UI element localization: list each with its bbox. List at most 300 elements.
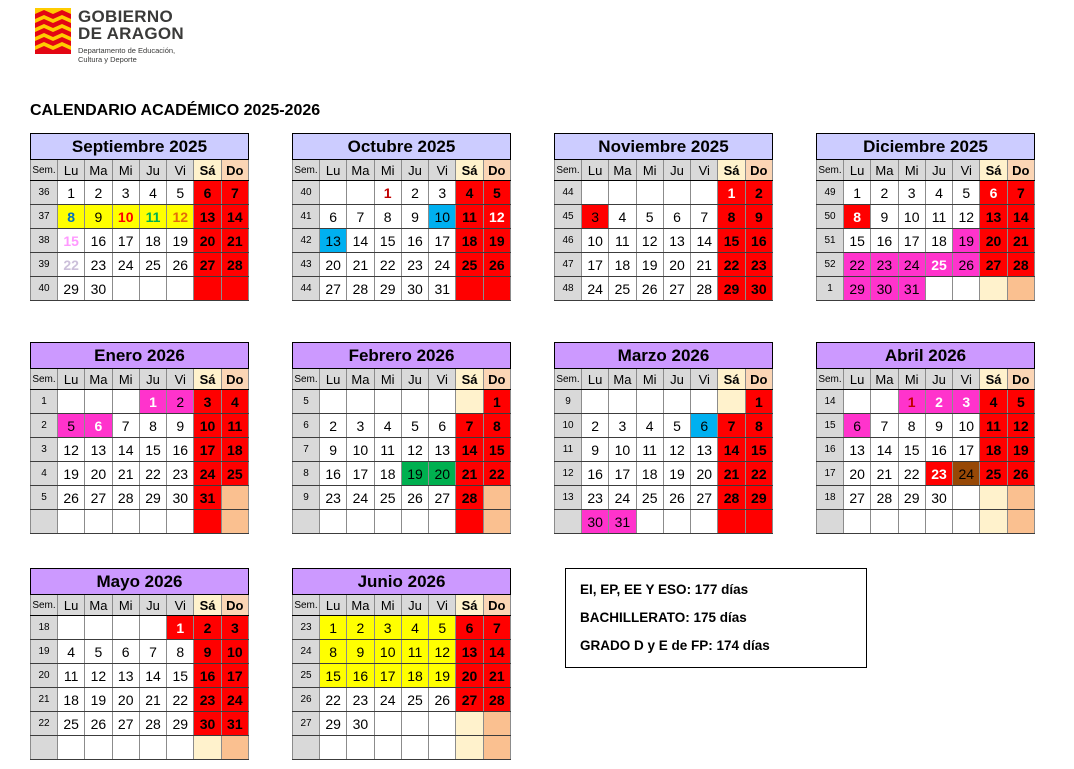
calendar-row-2 [30,342,1035,534]
day-column-header: Ma [871,160,898,181]
day-cell-empty [691,181,718,205]
day-cell-empty [221,277,248,301]
day-cell: 30 [85,277,112,301]
week-column-header: Sem. [817,369,844,390]
legend-line-eso: EI, EP, EE Y ESO: 177 días [580,582,749,597]
day-cell: 22 [167,688,194,712]
day-cell: 2 [745,181,772,205]
day-cell-empty [112,277,139,301]
day-cell: 3 [374,616,401,640]
day-cell: 19 [483,229,510,253]
legend-line-bachillerato: BACHILLERATO: 175 días [580,610,747,625]
month-calendar-diciembre-2025 [816,133,1035,301]
week-number: 5 [31,486,58,510]
day-cell: 27 [112,712,139,736]
day-cell-empty [718,510,745,534]
day-cell: 28 [483,688,510,712]
day-cell: 13 [691,438,718,462]
day-cell: 10 [429,205,456,229]
day-column-header: Ju [925,160,952,181]
month-calendar-febrero-2026 [292,342,511,534]
day-cell: 31 [609,510,636,534]
day-cell: 22 [139,462,166,486]
day-cell: 15 [483,438,510,462]
day-cell: 14 [139,664,166,688]
day-cell-empty [429,390,456,414]
week-number: 10 [555,414,582,438]
day-cell-empty [718,390,745,414]
day-cell: 20 [85,462,112,486]
day-cell: 1 [844,181,871,205]
day-cell-empty [980,510,1007,534]
day-cell-empty [167,510,194,534]
day-cell: 8 [139,414,166,438]
school-days-legend-box [565,568,867,668]
day-cell: 3 [429,181,456,205]
week-number: 9 [555,390,582,414]
day-cell: 21 [1007,229,1034,253]
day-cell: 21 [347,253,374,277]
day-cell-empty [1007,510,1034,534]
day-cell-empty [925,510,952,534]
week-number: 9 [293,486,320,510]
day-cell: 5 [663,414,690,438]
week-number: 6 [293,414,320,438]
day-cell: 29 [58,277,85,301]
day-column-header: Ju [139,595,166,616]
day-cell: 16 [582,462,609,486]
day-cell-empty [347,510,374,534]
day-cell: 21 [139,688,166,712]
month-calendar-noviembre-2025 [554,133,773,301]
day-cell-empty [85,616,112,640]
day-column-header: Vi [167,595,194,616]
day-column-header: Vi [429,369,456,390]
day-cell: 29 [718,277,745,301]
day-cell-empty [194,277,221,301]
day-cell: 26 [1007,462,1034,486]
day-cell: 6 [844,414,871,438]
day-column-header: Ju [401,160,428,181]
day-cell: 1 [139,390,166,414]
day-cell: 24 [429,253,456,277]
day-column-header: Ju [925,369,952,390]
day-cell: 29 [139,486,166,510]
day-cell: 3 [609,414,636,438]
month-title: Febrero 2026 [293,343,511,369]
day-column-header: Ma [347,160,374,181]
day-cell-empty [374,510,401,534]
day-column-header: Ma [609,369,636,390]
day-cell: 17 [194,438,221,462]
week-column-header: Sem. [555,369,582,390]
day-cell: 20 [691,462,718,486]
day-cell-empty [401,712,428,736]
day-cell: 6 [980,181,1007,205]
day-cell: 24 [374,688,401,712]
day-column-header: Do [745,369,772,390]
week-column-header: Sem. [31,595,58,616]
day-column-header: Lu [320,595,347,616]
day-cell: 8 [483,414,510,438]
day-cell: 16 [85,229,112,253]
day-cell: 21 [221,229,248,253]
week-number: 17 [817,462,844,486]
day-cell-empty [112,736,139,760]
calendar-row-1 [30,133,1035,301]
day-column-header: Mi [112,595,139,616]
day-cell: 13 [429,438,456,462]
day-cell: 1 [320,616,347,640]
day-cell: 5 [1007,390,1034,414]
day-cell-empty [347,390,374,414]
day-cell: 22 [898,462,925,486]
day-cell: 24 [112,253,139,277]
day-cell: 5 [167,181,194,205]
week-number [293,736,320,760]
day-cell: 3 [953,390,980,414]
day-cell: 28 [139,712,166,736]
day-cell-empty [483,486,510,510]
week-number: 8 [293,462,320,486]
day-cell: 7 [221,181,248,205]
day-cell: 17 [898,229,925,253]
week-number: 12 [555,462,582,486]
day-cell: 19 [167,229,194,253]
month-calendar-junio-2026 [292,568,511,760]
day-cell: 24 [347,486,374,510]
month-title: Octubre 2025 [293,134,511,160]
logo-title-line1: GOBIERNO [78,7,173,26]
day-cell: 8 [718,205,745,229]
day-cell: 25 [636,486,663,510]
day-column-header: Ma [85,595,112,616]
day-cell: 25 [139,253,166,277]
day-cell: 16 [401,229,428,253]
day-cell-empty [456,510,483,534]
day-column-header: Sá [456,595,483,616]
day-cell: 15 [745,438,772,462]
day-column-header: Do [745,160,772,181]
day-cell: 16 [347,664,374,688]
day-cell-empty [374,712,401,736]
day-cell: 9 [85,205,112,229]
day-cell: 27 [844,486,871,510]
day-cell: 17 [582,253,609,277]
day-cell: 13 [663,229,690,253]
day-cell: 9 [582,438,609,462]
month-calendar-marzo-2026 [554,342,773,534]
day-column-header: Do [221,595,248,616]
week-column-header: Sem. [817,160,844,181]
day-cell-empty [871,390,898,414]
day-column-header: Lu [844,160,871,181]
day-cell: 23 [582,486,609,510]
day-cell: 26 [663,486,690,510]
day-cell: 30 [745,277,772,301]
day-cell-empty [374,390,401,414]
day-column-header: Sá [194,369,221,390]
day-cell: 4 [139,181,166,205]
month-calendar-abril-2026 [816,342,1035,534]
week-number [817,510,844,534]
week-number: 47 [555,253,582,277]
day-cell-empty [1007,277,1034,301]
day-cell-empty [347,181,374,205]
day-column-header: Vi [691,369,718,390]
day-cell: 2 [401,181,428,205]
day-cell-empty [401,736,428,760]
day-cell: 16 [167,438,194,462]
day-cell: 29 [898,486,925,510]
week-number: 43 [293,253,320,277]
day-column-header: Do [221,160,248,181]
day-cell-empty [844,390,871,414]
day-cell: 9 [320,438,347,462]
day-cell: 16 [925,438,952,462]
week-number: 39 [31,253,58,277]
day-cell: 8 [58,205,85,229]
day-cell: 28 [1007,253,1034,277]
day-cell: 29 [374,277,401,301]
day-cell-empty [221,486,248,510]
day-cell: 19 [663,462,690,486]
day-cell: 20 [320,253,347,277]
week-number: 42 [293,229,320,253]
day-cell: 7 [456,414,483,438]
day-cell-empty [58,390,85,414]
day-cell: 11 [58,664,85,688]
day-cell: 24 [609,486,636,510]
day-cell: 27 [456,688,483,712]
day-cell: 12 [401,438,428,462]
day-column-header: Ju [139,160,166,181]
day-cell-empty [401,510,428,534]
week-number: 11 [555,438,582,462]
day-column-header: Mi [374,595,401,616]
day-column-header: Vi [953,160,980,181]
day-cell: 30 [401,277,428,301]
week-number: 14 [817,390,844,414]
day-cell: 15 [898,438,925,462]
day-cell-empty [844,510,871,534]
day-cell: 10 [582,229,609,253]
day-cell: 27 [85,486,112,510]
day-cell: 4 [221,390,248,414]
day-cell: 21 [483,664,510,688]
day-cell: 10 [194,414,221,438]
day-cell: 19 [85,688,112,712]
day-cell: 25 [374,486,401,510]
day-cell: 26 [636,277,663,301]
day-cell: 5 [636,205,663,229]
day-cell: 9 [401,205,428,229]
day-cell: 15 [718,229,745,253]
day-cell: 14 [1007,205,1034,229]
day-cell: 23 [925,462,952,486]
day-cell: 30 [582,510,609,534]
day-cell-empty [636,181,663,205]
day-cell-empty [483,712,510,736]
day-cell: 29 [167,712,194,736]
day-column-header: Vi [167,160,194,181]
day-cell: 2 [194,616,221,640]
day-cell: 9 [167,414,194,438]
day-column-header: Sá [718,369,745,390]
day-column-header: Mi [898,369,925,390]
day-cell: 28 [871,486,898,510]
day-cell: 2 [582,414,609,438]
day-cell-empty [429,510,456,534]
month-calendar-mayo-2026 [30,568,249,760]
day-column-header: Ma [347,369,374,390]
day-cell: 27 [429,486,456,510]
week-column-header: Sem. [293,595,320,616]
day-cell: 10 [221,640,248,664]
day-cell: 22 [58,253,85,277]
day-cell: 24 [953,462,980,486]
day-cell: 5 [85,640,112,664]
day-cell: 9 [871,205,898,229]
day-cell-empty [663,390,690,414]
day-cell: 27 [691,486,718,510]
day-cell-empty [483,510,510,534]
day-column-header: Ma [85,369,112,390]
day-cell: 12 [85,664,112,688]
day-cell: 16 [320,462,347,486]
day-cell: 12 [58,438,85,462]
day-cell-empty [429,712,456,736]
week-column-header: Sem. [31,160,58,181]
week-column-header: Sem. [293,369,320,390]
day-cell-empty [636,390,663,414]
day-cell: 4 [456,181,483,205]
day-cell: 11 [139,205,166,229]
day-cell: 5 [401,414,428,438]
day-cell: 20 [194,229,221,253]
day-cell: 14 [718,438,745,462]
day-cell: 19 [636,253,663,277]
day-cell: 17 [374,664,401,688]
week-number: 1 [31,390,58,414]
day-cell-empty [953,510,980,534]
day-cell: 8 [167,640,194,664]
day-column-header: Sá [194,595,221,616]
day-column-header: Mi [374,369,401,390]
day-cell: 4 [609,205,636,229]
day-cell: 7 [1007,181,1034,205]
day-cell: 19 [953,229,980,253]
day-cell-empty [663,181,690,205]
day-cell: 13 [112,664,139,688]
day-cell: 18 [401,664,428,688]
day-column-header: Mi [374,160,401,181]
day-cell: 6 [85,414,112,438]
day-cell: 23 [347,688,374,712]
day-cell: 2 [925,390,952,414]
day-cell: 3 [582,205,609,229]
day-cell: 4 [374,414,401,438]
day-cell: 31 [221,712,248,736]
day-cell-empty [456,277,483,301]
day-cell: 1 [483,390,510,414]
day-cell: 17 [953,438,980,462]
day-cell-empty [609,390,636,414]
day-cell: 11 [401,640,428,664]
day-cell: 21 [718,462,745,486]
day-cell: 13 [980,205,1007,229]
day-cell: 28 [718,486,745,510]
day-cell: 10 [112,205,139,229]
day-cell: 28 [112,486,139,510]
day-cell: 7 [483,616,510,640]
day-column-header: Sá [980,160,1007,181]
day-cell: 13 [320,229,347,253]
day-cell-empty [456,736,483,760]
day-cell-empty [194,736,221,760]
day-cell: 18 [58,688,85,712]
day-cell: 25 [609,277,636,301]
week-column-header: Sem. [555,160,582,181]
day-cell: 21 [871,462,898,486]
week-number: 15 [817,414,844,438]
day-cell: 2 [871,181,898,205]
day-cell-empty [194,510,221,534]
day-cell: 30 [347,712,374,736]
day-column-header: Mi [636,369,663,390]
day-column-header: Mi [112,160,139,181]
day-cell: 11 [980,414,1007,438]
day-cell-empty [663,510,690,534]
week-number: 22 [31,712,58,736]
day-cell: 6 [456,616,483,640]
logo-dept-line1: Departamento de Educación, [78,45,176,55]
week-number: 24 [293,640,320,664]
day-cell: 1 [374,181,401,205]
week-number: 49 [817,181,844,205]
day-cell: 30 [925,486,952,510]
day-cell: 14 [347,229,374,253]
month-calendar-enero-2026 [30,342,249,534]
day-cell: 7 [718,414,745,438]
day-cell: 26 [401,486,428,510]
day-cell-empty [483,277,510,301]
day-cell: 2 [167,390,194,414]
day-column-header: Lu [58,160,85,181]
day-cell: 9 [925,414,952,438]
day-column-header: Ma [871,369,898,390]
day-cell-empty [112,616,139,640]
day-cell: 26 [953,253,980,277]
day-cell: 14 [456,438,483,462]
day-cell: 28 [691,277,718,301]
day-cell: 13 [456,640,483,664]
logo-dept-line2: Cultura y Deporte [78,55,137,65]
day-cell: 30 [167,486,194,510]
day-cell: 12 [636,229,663,253]
day-cell: 12 [663,438,690,462]
day-cell: 5 [483,181,510,205]
day-cell: 18 [139,229,166,253]
day-cell-empty [58,616,85,640]
week-number: 21 [31,688,58,712]
day-cell: 17 [429,229,456,253]
day-cell: 14 [221,205,248,229]
day-cell: 26 [58,486,85,510]
day-cell: 8 [745,414,772,438]
day-cell: 11 [925,205,952,229]
day-cell-empty [456,712,483,736]
